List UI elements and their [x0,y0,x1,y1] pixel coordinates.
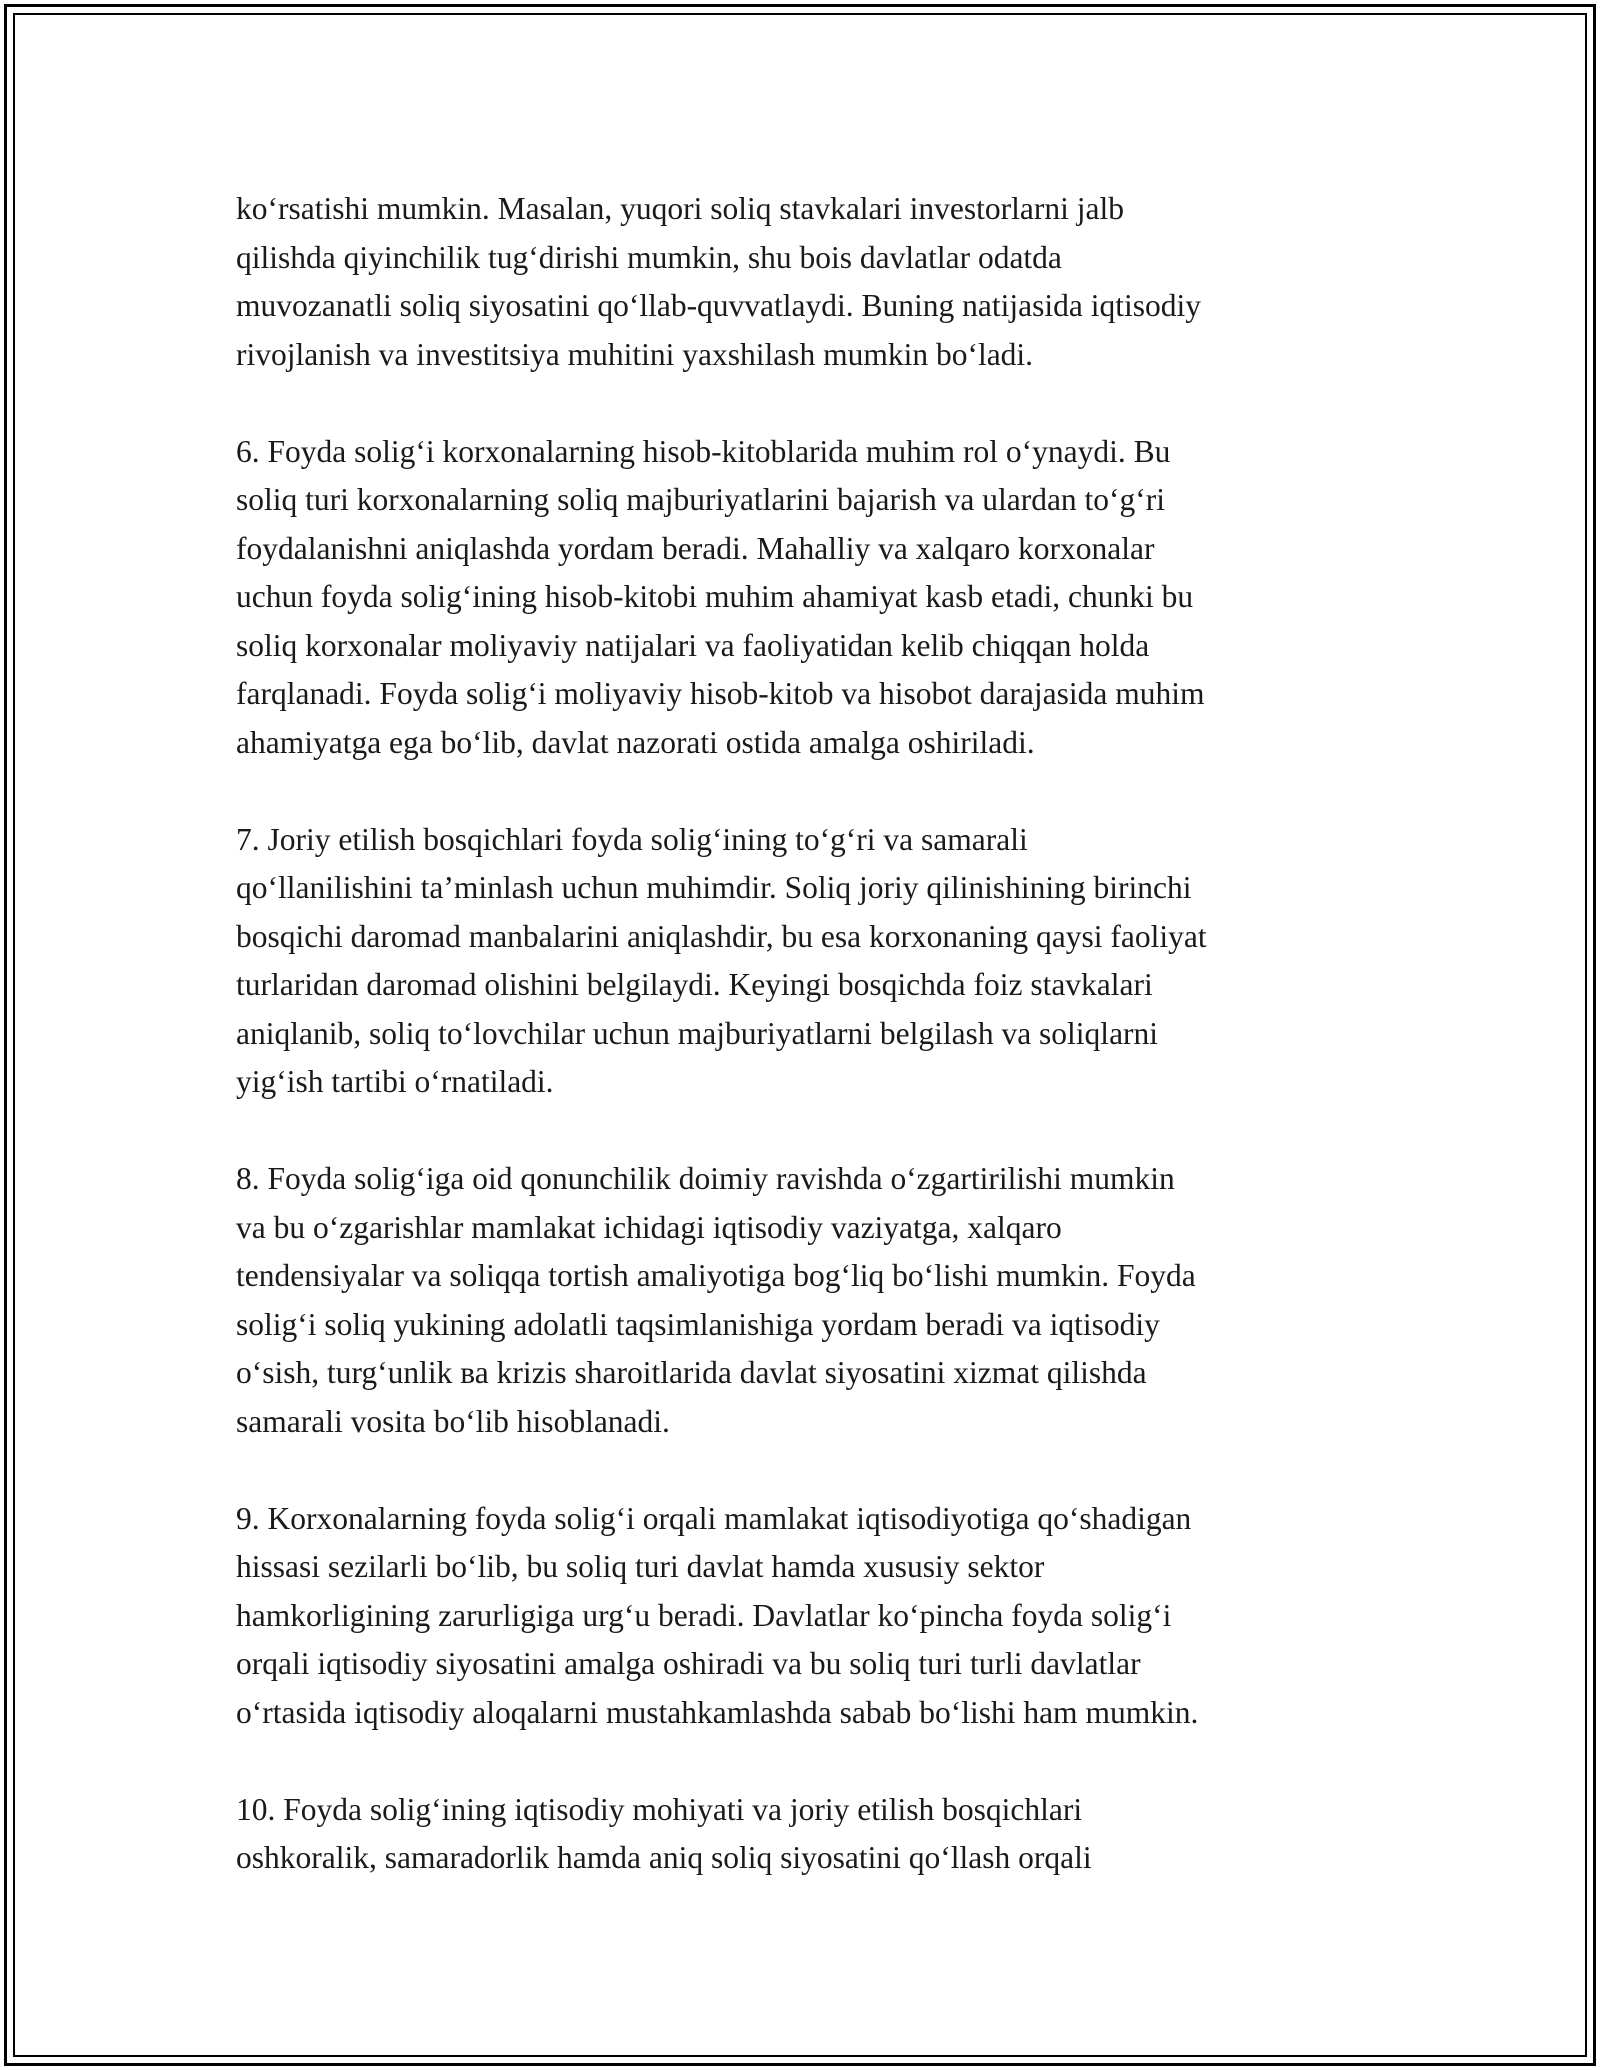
text-line: ahamiyatga ega boʻlib, davlat nazorati ostida amalga oshiriladi. [236,724,1035,760]
text-line: oʻsish, turgʻunlik ва krizis sharoitlarida davlat siyosatini xizmat qilishda [236,1355,1147,1390]
text-line: muvozanatli soliq siyosatini qoʻllab-quvvatlaydi. Buning natijasida iqtisodiy [236,288,1202,323]
text-line: bosqichi daromad manbalarini aniqlashdir, bu esa korxonaning qaysi faoliyat [236,918,1207,954]
paragraph-8 [236,1155,1386,1446]
text-line: 8. Foyda soligʻiga oid qonunchilik doimiy ravishda oʻzgartirilishi mumkin [236,1161,1175,1196]
text-line: oʻrtasida iqtisodiy aloqalarni mustahkamlashda sabab boʻlishi ham mumkin. [236,1694,1199,1730]
text-line: va bu oʻzgarishlar mamlakat ichidagi iqtisodiy vaziyatga, xalqaro [236,1209,1062,1245]
document-body [236,185,1386,1931]
text-line: uchun foyda soligʻining hisob-kitobi muhim ahamiyat kasb etadi, chunki bu [236,579,1194,614]
text-line: soliq turi korxonalarning soliq majburiyatlarini bajarish va ulardan toʻgʻri [236,482,1166,517]
text-line: qoʻllanilishini taʼminlash uchun muhimdir. Soliq joriy qilinishining birinchi [236,870,1192,905]
paragraph-continuation [236,185,1386,379]
text-line: turlaridan daromad olishini belgilaydi. Keyingi bosqichda foiz stavkalari [236,967,1153,1002]
text-line: hamkorligining zarurligiga urgʻu beradi. Davlatlar koʻpincha foyda soligʻi [236,1597,1172,1633]
text-line: koʻrsatishi mumkin. Masalan, yuqori soliq stavkalari investorlarni jalb [236,191,1124,226]
text-line: orqali iqtisodiy siyosatini amalga oshiradi va bu soliq turi turli davlatlar [236,1646,1141,1681]
text-line: qilishda qiyinchilik tugʻdirishi mumkin, shu bois davlatlar odatda [236,239,1062,275]
text-line: rivojlanish va investitsiya muhitini yaxshilash mumkin boʻladi. [236,336,1034,372]
text-line: 6. Foyda soligʻi korxonalarning hisob-kitoblarida muhim rol oʻynaydi. Bu [236,433,1171,469]
text-line: farqlanadi. Foyda soligʻi moliyaviy hisob-kitob va hisobot darajasida muhim [236,676,1205,711]
text-line: oshkoralik, samaradorlik hamda aniq soliq siyosatini qoʻllash orqali [236,1840,1092,1875]
paragraph-9 [236,1495,1386,1738]
paragraph-6 [236,428,1386,768]
text-line: tendensiyalar va soliqqa tortish amaliyotiga bogʻliq boʻlishi mumkin. Foyda [236,1258,1196,1293]
text-line: 9. Korxonalarning foyda soligʻi orqali mamlakat iqtisodiyotiga qoʻshadigan [236,1500,1192,1536]
text-line: 7. Joriy etilish bosqichlari foyda soligʻining toʻgʻri va samarali [236,821,1028,857]
text-line: hissasi sezilarli boʻlib, bu soliq turi davlat hamda xususiy sektor [236,1549,1045,1584]
text-line: yigʻish tartibi oʻrnatiladi. [236,1064,554,1099]
paragraph-7 [236,816,1386,1107]
text-line: soliq korxonalar moliyaviy natijalari va faoliyatidan kelib chiqqan holda [236,627,1150,663]
text-line: soligʻi soliq yukining adolatli taqsimlanishiga yordam beradi va iqtisodiy [236,1306,1160,1342]
paragraph-10 [236,1786,1386,1883]
text-line: samarali vosita boʻlib hisoblanadi. [236,1403,670,1439]
text-line: 10. Foyda soligʻining iqtisodiy mohiyati va joriy etilish bosqichlari [236,1791,1083,1827]
text-line: foydalanishni aniqlashda yordam beradi. Mahalliy va xalqaro korxonalar [236,530,1155,566]
text-line: aniqlanib, soliq toʻlovchilar uchun majburiyatlarni belgilash va soliqlarni [236,1015,1159,1051]
